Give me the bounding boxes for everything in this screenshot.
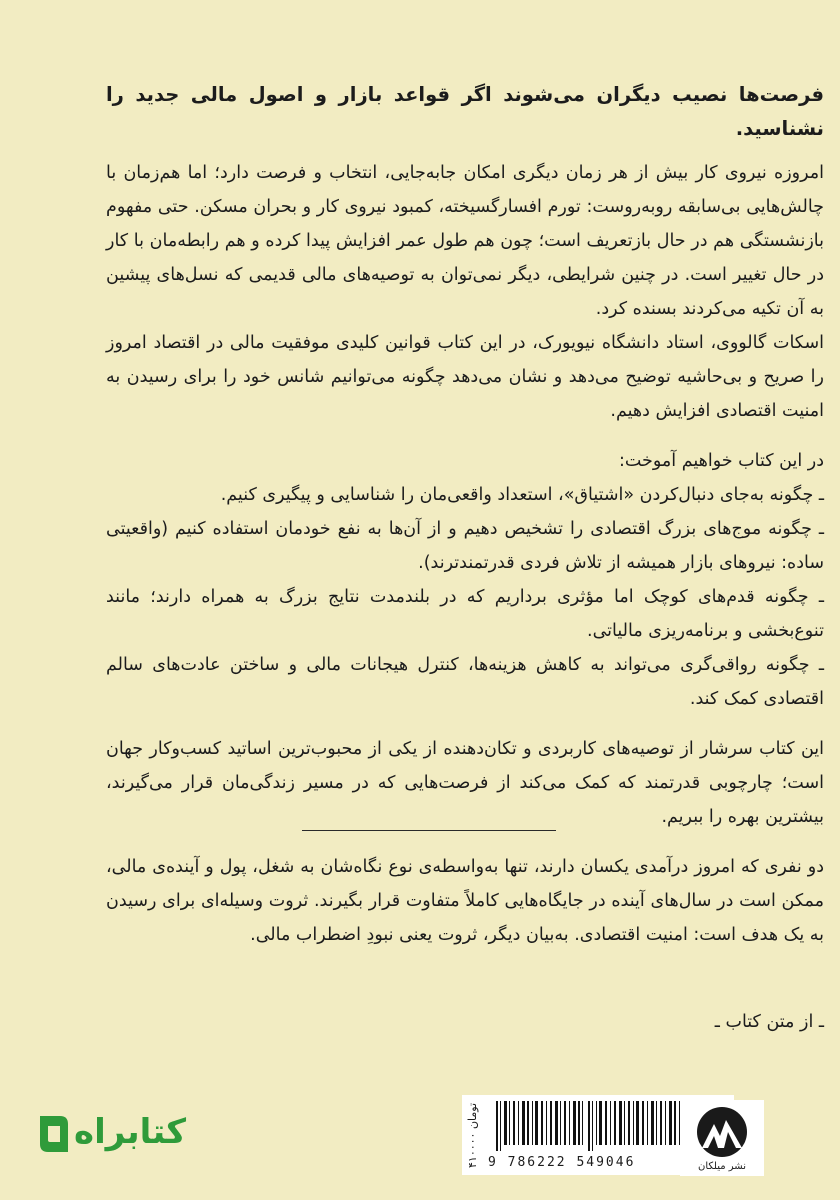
bullet-item: ـ چگونه رواقی‌گری می‌تواند به کاهش هزینه‌ها، کنترل هیجانات مالی و ساختن عادت‌های سالم اقتصادی کمک کند. [106,655,824,709]
book-quote: دو نفری که امروز درآمدی یکسان دارند، تنها به‌واسطه‌ی نوع نگاه‌شان به شغل، پول و آینده‌ی مالی، ممکن است در سال‌های آینده در جایگاه‌هایی کاملاً متفاوت قرار بگیرند. ثروت وسیله‌ای برای رسیدن به یک هدف است: امنیت اقتصادی. به‌بیان دیگر، ثروت یعنی نبودِ اضطراب مالی. [106,857,824,945]
quote-source: ـ از متن کتاب ـ [714,1012,824,1032]
bullet-item: ـ چگونه قدم‌های کوچک اما مؤثری برداریم که در بلندمدت نتایج بزرگ به همراه دارند؛ مانند تنوع‌بخشی و برنامه‌ریزی مالیاتی. [106,587,824,641]
isbn-number: 9 786222 549046 [488,1155,636,1170]
section-divider [302,830,556,831]
closing-paragraph: این کتاب سرشار از توصیه‌های کاربردی و تکان‌دهنده از یکی از محبوب‌ترین اساتید کسب‌وکار جهان است؛ چارچوبی قدرتمند که کمک می‌کند از فرصت‌هایی که در مسیر زندگی‌مان قرار می‌گیرند، بیشترین بهره را ببریم. [106,739,824,827]
store-logo-icon [36,1110,72,1158]
headline: فرصت‌ها نصیب دیگران می‌شوند اگر قواعد بازار و اصول مالی جدید را نشناسید. [106,83,824,140]
publisher-badge [680,1100,764,1176]
publisher-mountains-icon [680,1102,764,1160]
store-logo [36,1108,204,1162]
paragraph-1: امروزه نیروی کار بیش از هر زمان دیگری امکان جابه‌جایی، انتخاب و فرصت دارد؛ اما هم‌زمان با چالش‌هایی بی‌سابقه روبه‌روست: تورم افسارگسیخته، کمبود نیروی کار و بحران مسکن. حتی مفهوم بازنشستگی هم در حال بازتعریف است؛ چون هم طول عمر افزایش پیدا کرده و هم رابطه‌مان با کار در حال تغییر است. در چنین شرایطی، دیگر نمی‌توان به توصیه‌های مالی قدیمی که نسل‌های پیشین به آن تکیه می‌کردند بسنده کرد. [106,163,824,319]
paragraph-2: اسکات گالووی، استاد دانشگاه نیویورک، در این کتاب قوانین کلیدی موفقیت مالی در اقتصاد امروز را صریح و بی‌حاشیه توضیح می‌دهد و نشان می‌دهد چگونه می‌توانیم شانس خود را برای رسیدن به امنیت اقتصادی افزایش دهیم. [106,333,824,421]
store-logo-text: کتابراه [74,1112,187,1152]
barcode-bars [496,1101,692,1151]
blurb-column [106,78,824,834]
learn-intro: در این کتاب خواهیم آموخت: [618,451,824,471]
publisher-name: نشر میلکان [698,1161,746,1172]
bullet-item: ـ چگونه موج‌های بزرگ اقتصادی را تشخیص دهیم و از آن‌ها به نفع خودمان استفاده کنیم (واقعیتی ساده: نیروهای بازار همیشه از تلاش فردی قدرتمندترند). [106,519,824,573]
price-label: ۴۱۰۰۰۰ تومان [466,1102,479,1168]
bullet-item: ـ چگونه به‌جای دنبال‌کردن «اشتیاق»، استعداد واقعی‌مان را شناسایی و پیگیری کنیم. [220,485,824,505]
